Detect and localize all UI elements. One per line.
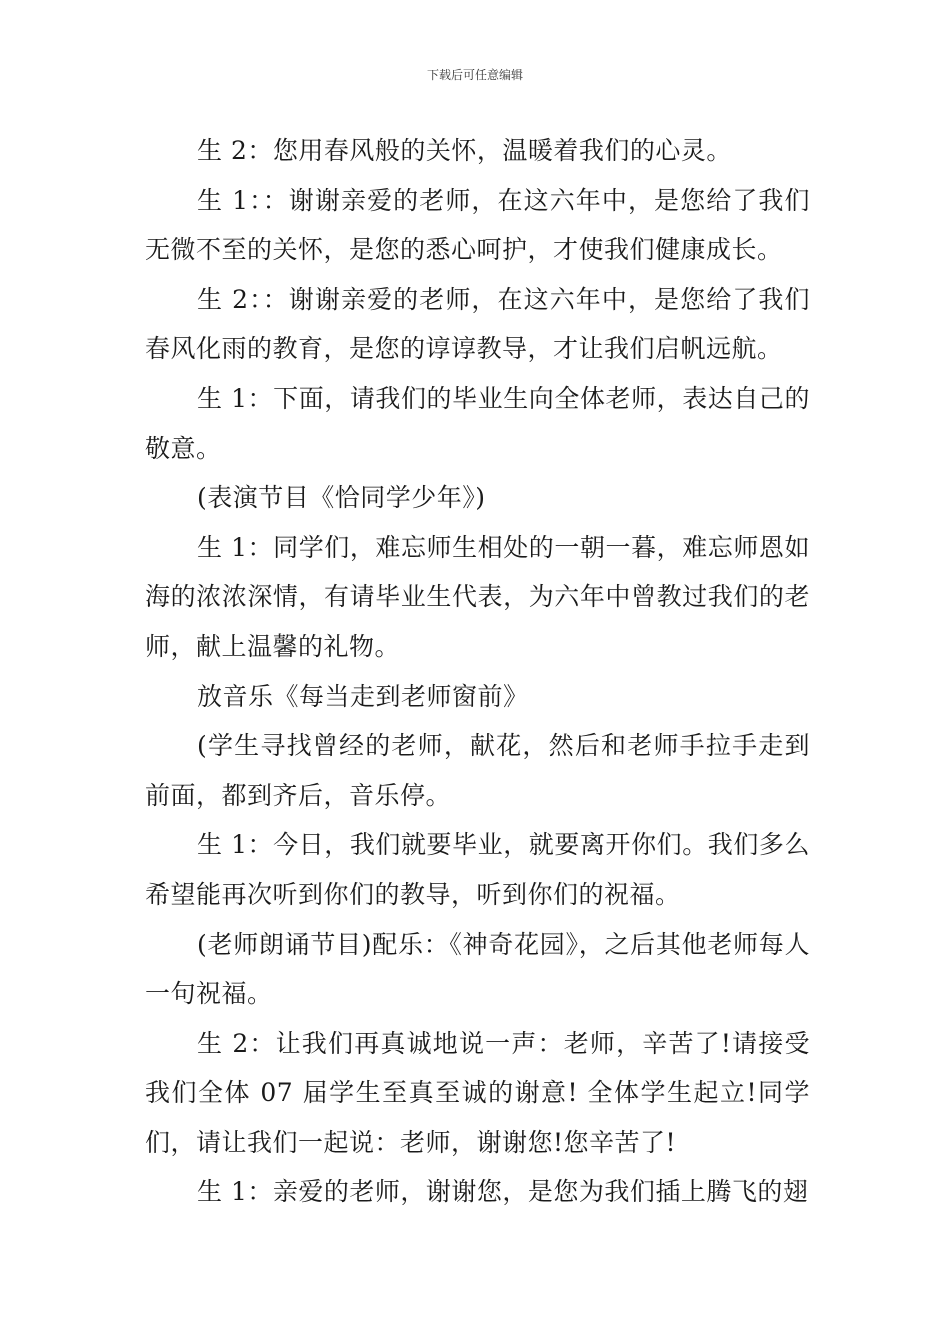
paragraph: 生 2：让我们再真诚地说一声：老师，辛苦了!请接受我们全体 07 届学生至真至诚的谢意! 全体学生起立!同学们，请让我们一起说：老师，谢谢您!您辛苦了! xyxy=(145,1028,810,1157)
paragraph: (学生寻找曾经的老师，献花，然后和老师手拉手走到前面，都到齐后，音乐停。 xyxy=(145,731,810,810)
paragraph: 放音乐《每当走到老师窗前》 xyxy=(197,681,529,711)
paragraph: (老师朗诵节目)配乐：《神奇花园》，之后其他老师每人一句祝福。 xyxy=(145,929,810,1009)
paragraph: 生 1：同学们，难忘师生相处的一朝一暮，难忘师恩如海的浓浓深情，有请毕业生代表，为六年中曾教过我们的老师，献上温馨的礼物。 xyxy=(145,532,810,661)
paragraph: 生 2：您用春风般的关怀，温暖着我们的心灵。 xyxy=(197,136,732,165)
paragraph: 生 2：：谢谢亲爱的老师，在这六年中，是您给了我们春风化雨的教育，是您的谆谆教导，才让我们启帆远航。 xyxy=(145,284,810,364)
page-header-note: 下载后可任意编辑 xyxy=(426,68,523,82)
paragraph: 生 1：今日，我们就要毕业，就要离开你们。我们多么希望能再次听到你们的教导，听到你们的祝福。 xyxy=(145,830,810,909)
document-body xyxy=(145,126,810,1217)
paragraph: 生 1：下面，请我们的毕业生向全体老师，表达自己的敬意。 xyxy=(145,383,810,463)
paragraph: 生 1：亲爱的老师，谢谢您，是您为我们插上腾飞的翅 xyxy=(197,1177,809,1207)
paragraph: (表演节目《恰同学少年》) xyxy=(197,483,486,513)
paragraph: 生 1：：谢谢亲爱的老师，在这六年中，是您给了我们无微不至的关怀，是您的悉心呵护，才使我们健康成长。 xyxy=(145,185,810,265)
